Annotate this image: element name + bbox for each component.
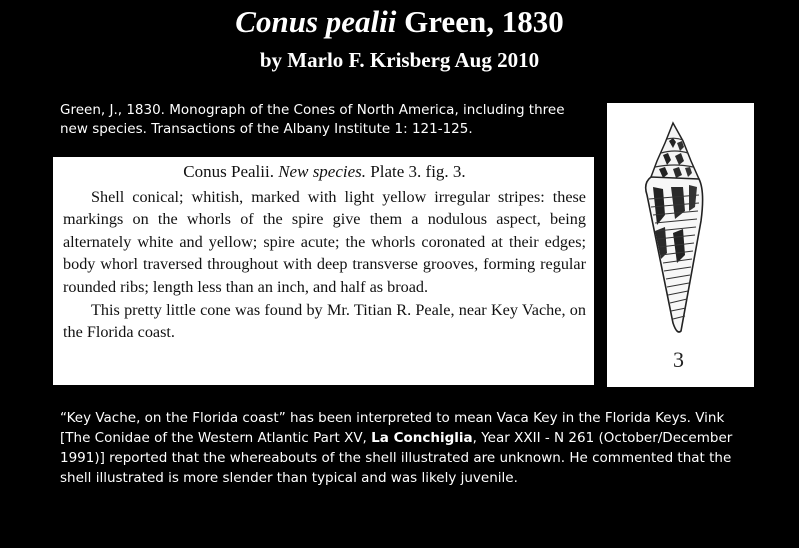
excerpt-heading [63, 161, 586, 184]
shell-illustration [607, 103, 754, 387]
original-description-excerpt [53, 157, 594, 385]
excerpt-paragraph-1: Shell conical; whitish, marked with light yellow irregular stripes: these markings on the whorls of the spire give them a nodulous aspect, being alternately white and yellow; spire acute; the whorls coronated at their edges; body whorl traversed throughout with deep transverse grooves, forming regular rounded ribs; length less than an inch, and half as broad. [63, 187, 586, 296]
commentary-part-2: , Year XXII - N 261 (October/December 1991)] reported that the whereabouts of the shell illustrated are unknown. He commented that the shell illustrated is more slender than typical and was likely juvenile. [60, 430, 733, 486]
commentary-part-1: “Key Vache, on the Florida coast” has been interpreted to mean Vaca Key in the Florida Keys. Vink [The Conidae of the Western Atlantic Part XV, [60, 410, 725, 446]
excerpt-paragraph-2: This pretty little cone was found by Mr. Titian R. Peale, near Key Vache, on the Florida coast. [63, 300, 586, 342]
commentary-journal: La Conchiglia [371, 430, 473, 446]
byline: by Marlo F. Krisberg Aug 2010 [259, 48, 540, 72]
excerpt-new-species: New species. [278, 162, 367, 181]
commentary [60, 408, 740, 488]
figure-number: 3 [673, 347, 684, 372]
species-author: Green, 1830 [404, 4, 564, 39]
excerpt-species-name: Conus Pealii. [183, 162, 274, 181]
citation: Green, J., 1830. Monograph of the Cones of North America, including three new species. Transactions of the Albany Institute 1: 121-125. [60, 102, 565, 137]
page-title [0, 4, 799, 40]
species-name: Conus pealii [235, 4, 397, 39]
cone-shell-drawing [607, 103, 754, 387]
excerpt-plate-ref: Plate 3. fig. 3. [370, 162, 466, 181]
